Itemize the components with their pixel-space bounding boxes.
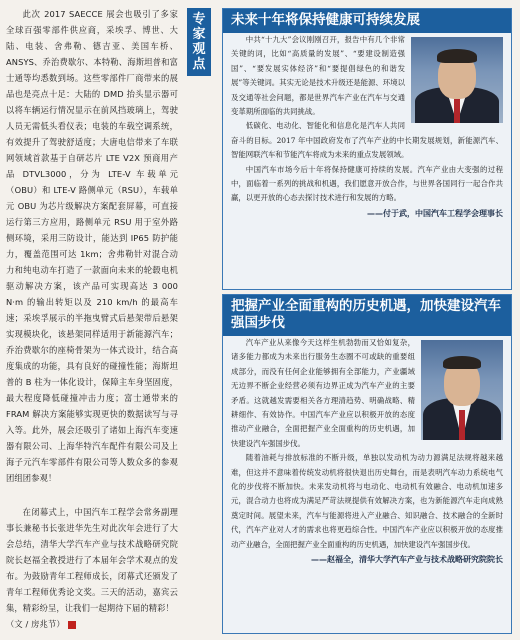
panel-signature: ——赵福全，清华大学汽车产业与技术战略研究院院长 — [311, 555, 503, 565]
portrait-photo — [421, 340, 503, 440]
tag-line-2: 观点 — [192, 42, 206, 72]
article-byline: （文 / 房兆节） — [6, 616, 178, 632]
panel-paragraph: 中共“十九大”会议刚刚召开，报告中有几个非常关键的词，比如“高质量的发展”、“要建设制造强国”、“要发展实体经济”和“要提倡绿色的和谐发展”等关键词。其实无论是技术升级还是能源、环境以及交通等社会问题，都是世界汽车产业在汽车与交通变革期所面临的共同挑战。 — [231, 35, 405, 117]
panel-title: 未来十年将保持健康可持续发展 — [223, 9, 511, 33]
panel-paragraph: 汽车产业从来像今天这样生机勃勃而又恰如复杂，诸多能力都成为未来出行服务生态圈不可或缺的重要组成部分，而没有任何企业能够拥有全部能力，产业疆域无边界不断企业经营必须有边界正成为汽车产业的主要矛盾。这就越发需要相关各方理清趋势、明确战略、精耕细作、有效协作。中国汽车产业应以积极开放的态度推动产业融合，全面把握产业全面重构的历史机遇，加快建设汽车强国步伐。 — [231, 338, 415, 448]
panel-paragraph: 低碳化、电动化、智能化和信息化是汽车人共同奋斗的目标。2017 年中国政府发布了汽车产业的中长期发展规划，新能源汽车、智能网联汽车和节能汽车将成为未来的重点发展领域。 — [231, 121, 503, 160]
expert-panel-zhao-fuquan — [222, 294, 512, 634]
left-paragraph-exhibitors: 此次 2017 SAECCE 展会也吸引了多家全球百强零部件供应商，采埃孚、博世、大陆、电装、舍弗勒、德吉亚、美国车桥、ANSYS、乔治费歇尔、本特勒、海斯坦普和富士通等均悉数到场。这些零部件厂商带来的展品也是亮点十足：大陆的 DMD 抬头显示器可以将车辆运行情况显示在前风挡玻璃上，驾驶人员无需低头看仪表；电装的车载空调系统，有效提升了驾驶舒适度；大唐电信带来了车联网领域首款基于自研芯片 LTE V2X 预商用产品 DTVL3000，分为 LTE-V 车载单元（OBU）和 LTE-V 路侧单元（RSU），车载单元 OBU 为芯片级解决方案配套屏幕，可直接运行第三方应用，路侧单元 RSU 用于室外路侧环境，采用三防设计，能达到 IP65 防护能力，覆盖范围可达 1km；舍弗勒针对混合动力和纯电动车打造了一款面向未来的轮毂电机驱动解决方案，该产品可实现高达 3 000 N·m 的输出转矩以及 210 km/h 的最高车速；采埃孚展示的半拖曳臂式后悬架带后悬架实现模块化，该悬架同样适用于新能源汽车；乔治费歇尔的座椅骨架为一体式设计，结合高度集成的功能，具有良好的碰撞性能；海斯坦普的 B 柱为一体化设计，保障主车身坚固度，最大程度降低碰撞冲击力度；富士通带来的 FRAM 解决方案能够实现更快的数据读写与寻入等。此外，展会还吸引了诸如上海汽车变速器有限公司、上海华特汽车配件有限公司及上海子元汽车零部件有限公司等人数众多的参观团组团参观！ — [6, 9, 178, 483]
panel-body — [223, 336, 511, 552]
left-article-column — [0, 0, 186, 640]
panel-body — [223, 33, 511, 206]
tag-line-1: 专家 — [192, 12, 206, 42]
closing-text: 在闭幕式上，中国汽车工程学会常务副理事长兼秘书长张进华先生对此次年会进行了大会总结，清华大学汽车产业与技术战略研究院院长赵福全教授进行了本届年会学术观点的发布。为鼓励青年工程师成长，闭幕式还颁发了青年工程师优秀论文奖。三天的活动，嘉宾云集，精彩纷呈，让我们一起期待下届的精彩！ — [6, 507, 178, 613]
expert-opinion-tag — [187, 8, 211, 76]
panel-paragraph: 随着油耗与排放标准的不断升级，单独以发动机为动力源满足法规将越来越难，但这并不意味着传统发动机将很快退出历史舞台，而是表明汽车动力系统电气化的步伐将不断加快。未来发动机将与电动化、电动机有效融合、电动机加速多元，混合动力也将成为满足严苛法规提供有效解决方案，也为新能源汽车走向成熟奠定时间。展望未来，汽车与能源将进入产业融合、知识融合、技术融合的全新时代，汽车产业对人才的需求也将更趋综合性。中国汽车产业应以积极开放的态度推动产业融合，全面把握产业全面重构的历史机遇，加快建设汽车强国步伐。 — [231, 453, 503, 549]
left-paragraph-closing — [6, 504, 178, 616]
portrait-photo — [411, 37, 503, 123]
panel-signature: ——付于武，中国汽车工程学会理事长 — [367, 208, 503, 218]
panel-title: 把握产业全面重构的历史机遇，加快建设汽车强国步伐 — [223, 295, 511, 336]
panel-paragraph: 中国汽车市场今后十年将保持健康可持续的发展。汽车产业由大变强的过程中，面临着一系列的挑战和机遇，我们愿意开放合作，与世界各国同行一起合作共赢，以更开放的心态去探讨技术进行和发展的方略。 — [231, 164, 503, 203]
end-mark-icon — [68, 621, 76, 629]
expert-panel-fu-yuwu — [222, 8, 512, 290]
